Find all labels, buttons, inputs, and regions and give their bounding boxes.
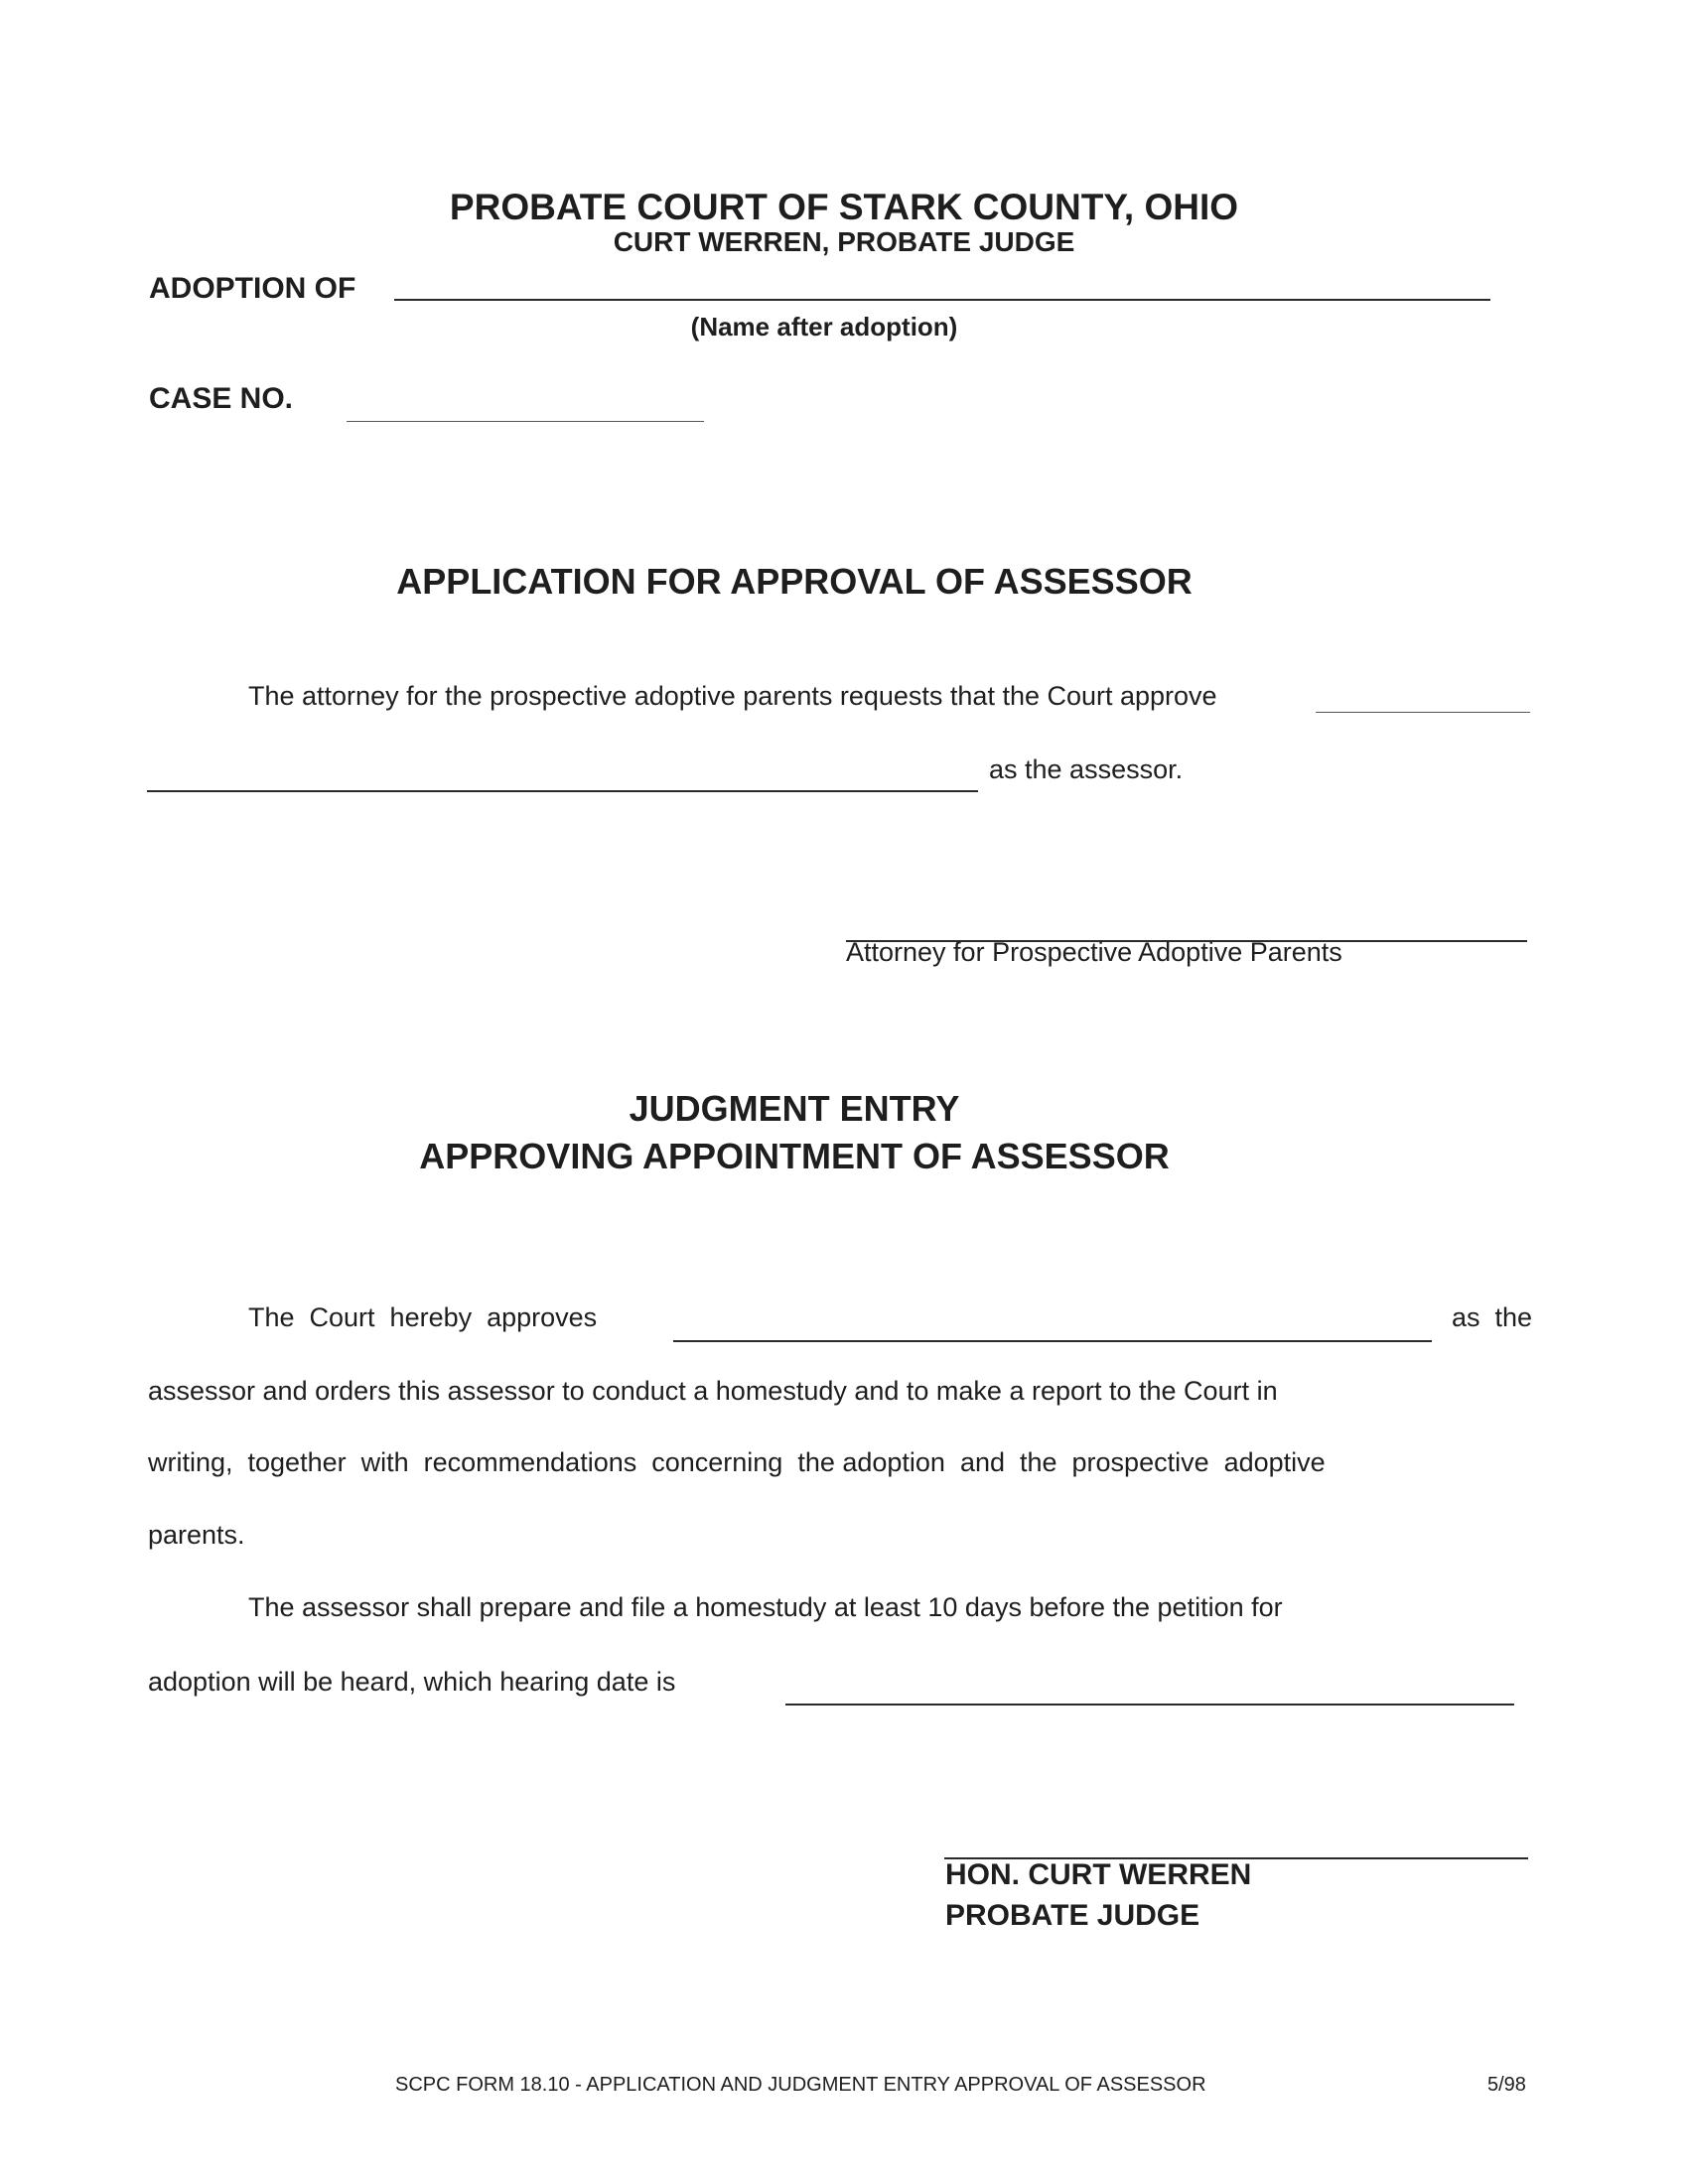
- judgment-paragraph-line3: writing, together with recommendations concerning the adoption and the prospective adoptive: [148, 1447, 1326, 1477]
- as-assessor-text: as the assessor.: [989, 754, 1184, 784]
- hearing-date-field[interactable]: [785, 1704, 1514, 1706]
- form-id: SCPC FORM 18.10 - APPLICATION AND JUDGMENT ENTRY APPROVAL OF ASSESSOR: [395, 2074, 1206, 2096]
- homestudy-line2: adoption will be heard, which hearing date is: [148, 1667, 676, 1697]
- case-number-field[interactable]: [347, 421, 704, 422]
- approves-suffix: as the: [1452, 1302, 1533, 1332]
- judge-subtitle: CURT WERREN, PROBATE JUDGE: [613, 226, 1075, 257]
- judgment-paragraph-line4: parents.: [148, 1520, 245, 1550]
- adoption-name-field[interactable]: [394, 299, 1490, 301]
- court-title: PROBATE COURT OF STARK COUNTY, OHIO: [449, 187, 1239, 227]
- assessor-name-field-2[interactable]: [147, 790, 978, 792]
- case-no-label: CASE NO.: [149, 382, 294, 415]
- request-text: The attorney for the prospective adoptive parents requests that the Court approve: [248, 681, 1217, 711]
- judgment-paragraph-line2: assessor and orders this assessor to conduct a homestudy and to make a report to the Court in: [148, 1376, 1278, 1406]
- assessor-name-field-1[interactable]: [1316, 712, 1530, 713]
- approved-assessor-field[interactable]: [673, 1340, 1432, 1342]
- homestudy-line1: The assessor shall prepare and file a homestudy at least 10 days before the petition for: [248, 1592, 1283, 1622]
- name-after-adoption-caption: (Name after adoption): [690, 312, 958, 341]
- attorney-signature-caption: Attorney for Prospective Adoptive Parents: [846, 937, 1342, 967]
- form-revision: 5/98: [1487, 2074, 1526, 2096]
- adoption-of-label: ADOPTION OF: [149, 272, 356, 305]
- approves-prefix: The Court hereby approves: [248, 1302, 598, 1332]
- judge-name: HON. CURT WERREN: [945, 1858, 1252, 1891]
- application-title: APPLICATION FOR APPROVAL OF ASSESSOR: [396, 561, 1193, 602]
- judgment-title-line2: APPROVING APPOINTMENT OF ASSESSOR: [419, 1136, 1170, 1176]
- judgment-title-line1: JUDGMENT ENTRY: [629, 1088, 960, 1129]
- judge-title: PROBATE JUDGE: [945, 1899, 1200, 1932]
